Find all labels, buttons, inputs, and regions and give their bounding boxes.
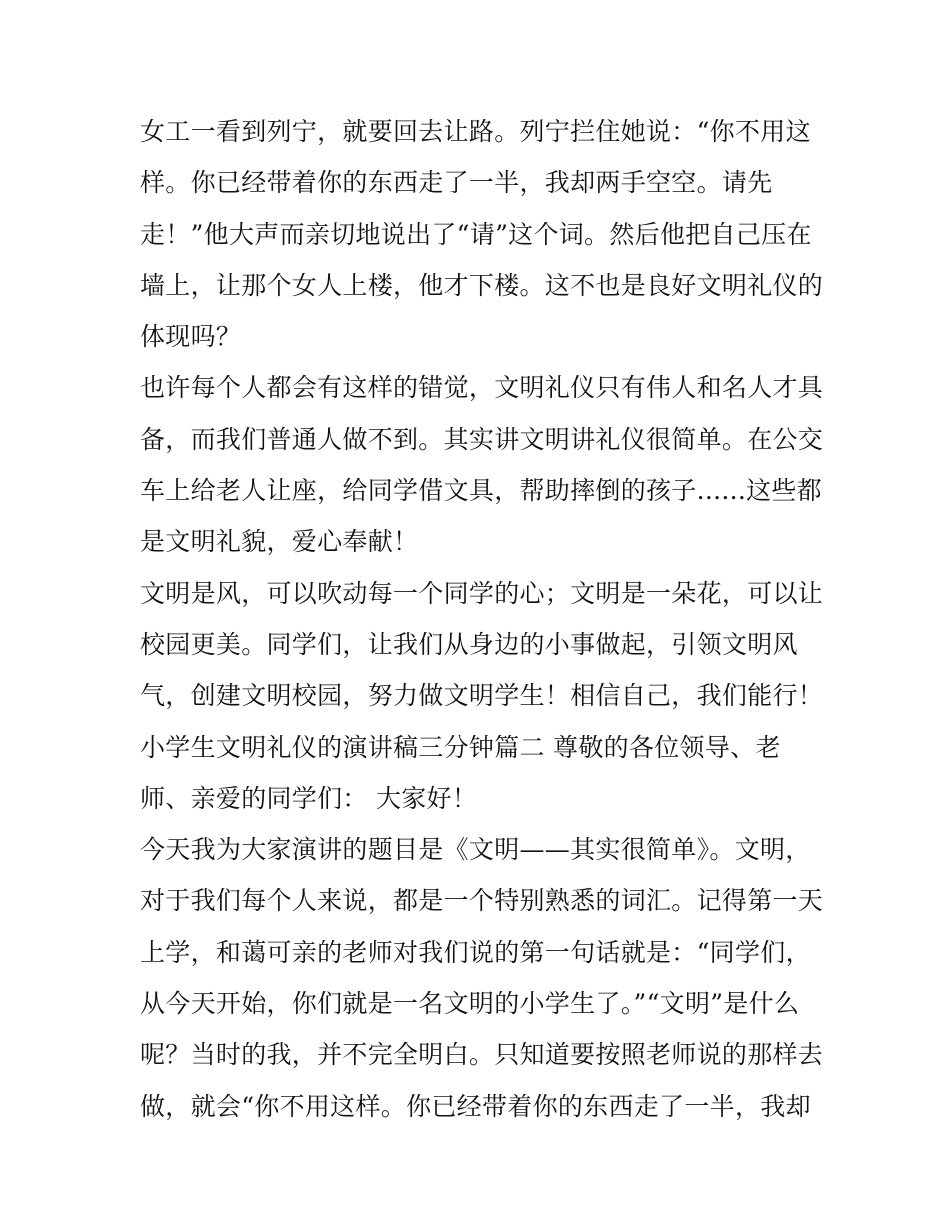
text-line: 今天我为大家演讲的题目是《文明——其实很简单》。文明，	[140, 835, 811, 865]
text-line: 样。你已经带着你的东西走了一半，我却两手空空。请先	[140, 168, 773, 198]
text-line: 也许每个人都会有这样的错觉，文明礼仪只有伟人和名人才具	[140, 373, 824, 403]
text-line: 做，就会“你不用这样。你已经带着你的东西走了一半，我却	[140, 1091, 811, 1121]
text-line: 上学，和蔼可亲的老师对我们说的第一句话就是：“同学们，	[140, 937, 811, 967]
body-text	[140, 106, 830, 1132]
text-line: 备，而我们普通人做不到。其实讲文明讲礼仪很简单。在公交	[140, 424, 824, 454]
text-line: 呢？当时的我，并不完全明白。只知道要按照老师说的那样去	[140, 1040, 824, 1070]
text-line: 是文明礼貌，爱心奉献！	[140, 527, 419, 557]
text-line: 校园更美。同学们，让我们从身边的小事做起，引领文明风	[140, 629, 798, 659]
text-line: 体现吗？	[140, 322, 242, 352]
text-line: 车上给老人让座，给同学借文具，帮助摔倒的孩子......这些都	[140, 476, 822, 506]
text-line: 走！”他大声而亲切地说出了“请”这个词。然后他把自己压在	[140, 219, 812, 249]
text-line: 女工一看到列宁，就要回去让路。列宁拦住她说：“你不用这	[140, 117, 811, 146]
text-line: 对于我们每个人来说，都是一个特别熟悉的词汇。记得第一天	[140, 886, 824, 916]
text-line: 气，创建文明校园，努力做文明学生！相信自己，我们能行！	[140, 681, 824, 711]
text-line: 从今天开始，你们就是一名文明的小学生了。”“文明”是什么	[140, 989, 800, 1019]
section-heading-line: 小学生文明礼仪的演讲稿三分钟篇二 尊敬的各位领导、老	[140, 732, 781, 762]
text-line: 墙上，让那个女人上楼，他才下楼。这不也是良好文明礼仪的	[140, 270, 824, 300]
text-line: 文明是风，可以吹动每一个同学的心；文明是一朵花，可以让	[140, 578, 824, 608]
greeting-line: 师、亲爱的同学们： 大家好！	[140, 783, 478, 813]
